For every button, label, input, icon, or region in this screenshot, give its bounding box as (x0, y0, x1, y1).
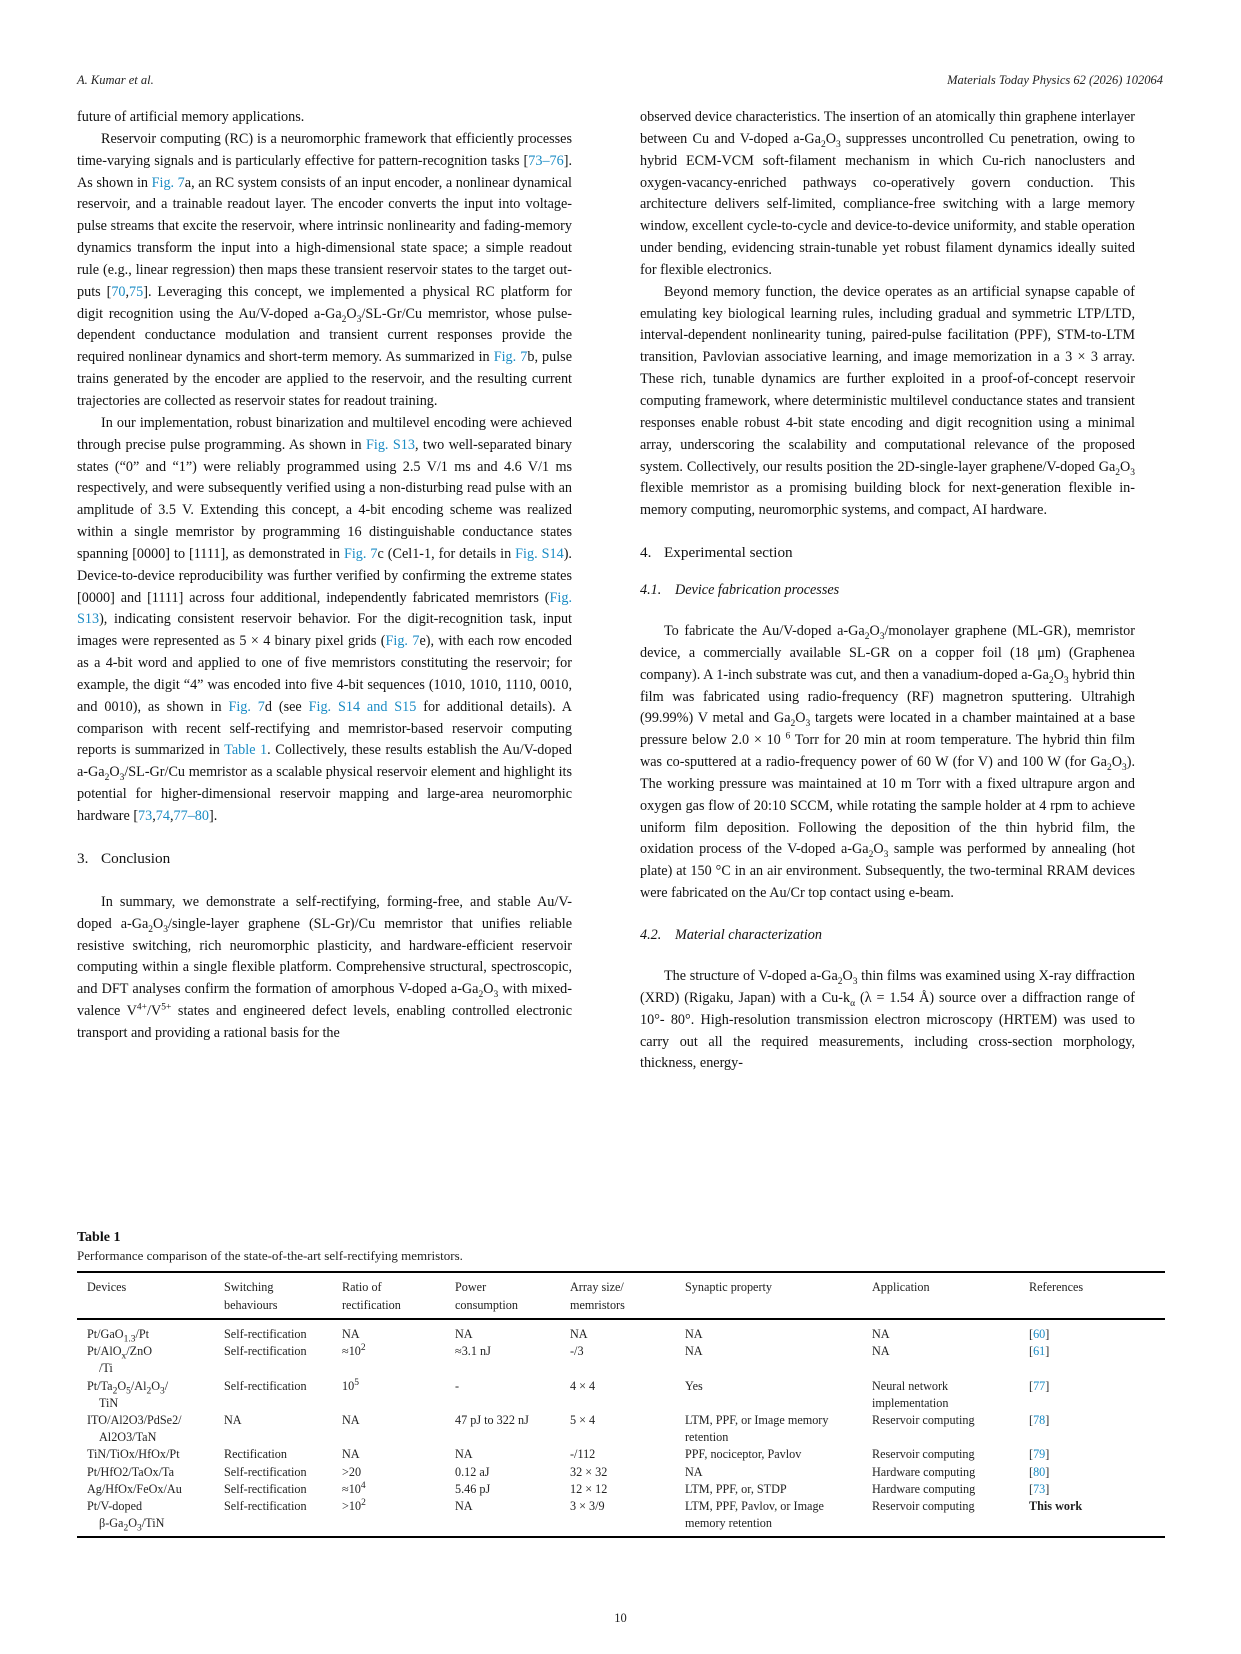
cell-application: NA (872, 1327, 890, 1341)
section-heading-conclusion (77, 850, 572, 868)
subscript: α (850, 998, 856, 1009)
subscript: 3 (356, 314, 362, 325)
reference-link[interactable]: 73 (1033, 1481, 1046, 1496)
this-work-label: This work (1029, 1499, 1083, 1514)
cell-switching: NA (224, 1413, 242, 1428)
section-number: 4. (640, 544, 652, 562)
superscript: 5 (354, 1377, 359, 1388)
left-column (77, 107, 572, 1045)
superscript: 4 (360, 1480, 366, 1491)
table-caption: Performance comparison of the state-of-the-art self-rectifying memristors. (77, 1248, 463, 1263)
cell-array-size: -/3 (570, 1344, 584, 1359)
cell-synaptic-property: Yes (685, 1378, 703, 1393)
reference-link[interactable]: Fig. S13 (365, 436, 415, 453)
column-header: Devices (77, 1272, 214, 1319)
subscript: 3 (835, 139, 841, 150)
cell-rectification-ratio: $\approx 10^2$ (342, 1343, 366, 1359)
body-paragraph: In summary, we demonstrate a self-rectifying, forming-free, and stable Au/V-doped $a-Ga_2O_3/single$-layer graphene (SL-Gr)/Cu memristor that unifies reliable resistive switching, rich neuromorphic plasticity, and hardware-efficient reservoir computing within a single flexible platform. Comprehensive structural, spectroscopic, and DFT analyses confirm the formation of amorphous V-doped $a-Ga_2O_3$ with mixed-valence $V^{4+}/V^{5+}$ states and engineered defect levels, enabling controlled electronic transport and providing a rational basis for the (77, 893, 572, 1041)
cell-array-size: -/112 (570, 1447, 596, 1462)
page-number: 10 (614, 1611, 627, 1625)
subscript: 2 (864, 631, 870, 642)
subscript: 3 (137, 1523, 142, 1534)
section-heading-experimental (640, 544, 1135, 562)
cell-reference: [77] (1029, 1378, 1050, 1393)
subscript: x (121, 1351, 127, 1362)
cell-switching: Self-rectification (224, 1378, 307, 1393)
cell-application: Reservoir computing (862, 1498, 1019, 1537)
cell-device: Pt/V-doped $\beta-Ga_2O_3$/TiN (77, 1498, 214, 1537)
reference-link[interactable]: 80 (1033, 1464, 1046, 1479)
cell-switching: Self-rectification (224, 1327, 307, 1341)
reference-link[interactable]: Fig. 7 (385, 633, 420, 650)
body-paragraph: observed device characteristics. The insertion of an atomically thin graphene interlayer between Cu and V-doped $a-Ga_2O_3$ suppresses uncontrolled Cu penetration, owing to hybrid ECM-VCM soft-filament mechanism in which Cu-rich nanoclusters and oxygen-vacancy-enriched pathways co-operatively govern conduction. This architecture delivers self-limited, compliance-free switching with a large memory window, excellent cycle-to-cycle and device-to-device uniformity, and stable operation under bending, evidencing strain-tunable yet robust filament dynamics ideally suited for flexible electronics. (640, 109, 1135, 278)
reference-link[interactable]: Fig. S14 and S15 (308, 698, 417, 715)
subscript: 3 (1063, 675, 1069, 686)
cell-synaptic-property: PPF, nociceptor, Pavlov (685, 1447, 802, 1462)
reference-link[interactable]: 78 (1033, 1413, 1046, 1428)
cell-application: Hardware computing (872, 1464, 976, 1479)
subscript: 3 (119, 773, 125, 784)
subscript: 3 (852, 976, 858, 987)
cell-rectification-ratio: $\approx 10^4$ (342, 1480, 366, 1496)
superscript: 2 (361, 1497, 366, 1508)
subscript: 3 (493, 990, 499, 1001)
superscript: 2 (360, 1343, 366, 1354)
right-paragraphs (640, 107, 1135, 522)
column-header: Array size/ memristors (560, 1272, 675, 1319)
cell-power: ≈3.1 nJ (455, 1344, 491, 1359)
left-paragraphs (77, 107, 572, 828)
cell-device: Pt/AlO$_x$/ZnO /Ti (87, 1344, 153, 1376)
subscript: 1.3 (123, 1334, 136, 1345)
cell-synaptic-property: LTM, PPF, or Image memory retention (685, 1413, 829, 1445)
cell-array-size: NA (570, 1327, 588, 1341)
section-title: Experimental section (664, 544, 793, 562)
reference-link[interactable]: Fig. 7 (493, 349, 528, 366)
column-header: Ratio of rectification (332, 1272, 445, 1319)
column-header: References (1019, 1272, 1165, 1319)
cell-power: NA (455, 1447, 473, 1462)
section-number: 3. (77, 849, 89, 867)
table-row (77, 1412, 1165, 1446)
cell-device: Pt/GaO$_{1.3}$/Pt (87, 1327, 149, 1345)
subscript: 3 (805, 719, 811, 730)
cell-array-size: 3 × 3/9 (560, 1498, 675, 1537)
subscript: 2 (837, 976, 843, 987)
subscript: 2 (1106, 762, 1112, 773)
table-row (77, 1446, 1165, 1463)
cell-reference: [73] (1029, 1481, 1050, 1496)
cell-rectification-ratio: $10^5$ (342, 1377, 359, 1393)
cell-device: $Pt/Ta_2O_5/Al_2O_3/$ TiN (87, 1378, 169, 1410)
cell-reference (1019, 1498, 1165, 1537)
subsection-title: Device fabrication processes (675, 582, 840, 599)
subscript: 2 (790, 719, 796, 730)
reference-link[interactable]: 74 (155, 808, 170, 824)
characterization-paragraph (640, 966, 1135, 1075)
subscript: 2 (341, 314, 347, 325)
body-paragraph: To fabricate the Au/V-doped $a-Ga_2O_3$/monolayer graphene (ML-GR), memristor device, a commercially available SL-GR on a copper foil (18 μm) (Graphenea company). A 1-inch substrate was cut, and then a vanadium-doped $a-Ga_2O_3$ hybrid thin film was fabricated using radio-frequency (RF) magnetron sputtering. Ultrahigh (99.99%) V metal and $Ga_2O_3$ targets were located in a chamber maintained at a base pressure below 2.0 × 10 $^6$ Torr for 20 min at room temperature. The hybrid thin film was co-sputtered at a radio-frequency power of 60 W (for V) and 100 W (for $Ga_2O_3$). The working pressure was maintained at 10 m Torr with a fixed ultrapure argon and oxygen gas flow of 20:10 SCCM, while rotating the sample holder at 4 rpm to achieve uniform film deposition. Following the deposition of the thin hybrid film, the oxidation process of the V-doped $a-Ga_2O_3$ sample was performed by annealing (hot plate) at 150 °C in an air environment. Subsequently, the two-terminal RRAM devices were fabricated on the Au/Cr top contact using e-beam. (640, 623, 1136, 902)
cell-application: Reservoir computing (872, 1447, 975, 1462)
superscript: 4+ (136, 1002, 148, 1013)
table-row (77, 1498, 1165, 1537)
cell-synaptic-property: LTM, PPF, Pavlov, or Image memory retention (675, 1498, 862, 1537)
cell-reference: [78] (1029, 1413, 1050, 1428)
right-column (640, 107, 1135, 1075)
fabrication-paragraph (640, 621, 1135, 905)
cell-reference: [80] (1029, 1464, 1050, 1479)
cell-switching: Self-rectification (224, 1481, 307, 1496)
column-header: Application (862, 1272, 1019, 1319)
cell-switching: Self-rectification (224, 1464, 307, 1479)
subscript: 2 (112, 1386, 118, 1397)
cell-application: Hardware computing (872, 1481, 976, 1496)
subscript: 3 (879, 631, 885, 642)
body-paragraph: future of artificial memory applications. (77, 109, 305, 125)
section-title: Conclusion (101, 849, 171, 867)
reference-link[interactable]: Fig. S14 (515, 545, 564, 562)
subsection-title: Material characterization (675, 927, 822, 943)
cell-device: TiN/TiOx/HfOx/Pt (87, 1447, 180, 1462)
column-header: Switching behaviours (214, 1272, 332, 1319)
reference-link[interactable]: 75 (129, 283, 144, 300)
cell-array-size: 12 × 12 (570, 1481, 608, 1496)
reference-link[interactable]: 60 (1033, 1327, 1046, 1341)
table-header-row (77, 1272, 1165, 1319)
body-paragraph: In our implementation, robust binarization and multilevel encoding were achieved through precise pulse programming. As shown in Fig. S13, two well-separated binary states (“0” and “1”) were reliably programmed using 2.5 V/1 ms and 4.6 V/1 ms respectively, and were subsequently verified using a non-disturbing read pulse with an amplitude of 3.5 V. Extending this concept, a 4-bit encoding scheme was realized within a single memristor by programming 16 distinguishable conductance states spanning [0000] to [1111], as demonstrated in Fig. 7c (Cel1-1, for details in Fig. S14). Device-to-device reproducibility was further verified by confirming the extreme states [0000] and [1111] across four additional, independently fabricated memristors (Fig. S13), indicating consistent reservoir behavior. For the digit-recognition task, input images were represented as 5 × 4 binary pixel grids (Fig. 7e), with each row encoded as a 4-bit word and applied to one of five memristors constituting the reservoir; for example, the digit “4” was encoded into five 4-bit sequences (1010, 1010, 1110, 0010, and 0010), as shown in Fig. 7d (see Fig. S14 and S15 for additional details). A comparison with recent self-rectifying and memristor-based reservoir computing reports is summarized in Table 1. Collectively, these results establish the Au/V-doped $a-Ga_2O_3/SL-Gr/Cu$ memristor as a scalable physical reservoir element and highlight its potential for higher-dimensional reservoir mapping and large-area neuromorphic hardware [73,74,77–80]. (77, 414, 572, 824)
subscript: 3 (163, 924, 169, 935)
column-header: Synaptic property (675, 1272, 862, 1319)
conclusion-paragraph (77, 892, 572, 1045)
reference-link[interactable]: Fig. 7 (228, 698, 265, 715)
cell-device: ITO/Al2O3/PdSe2/ Al2O3/TaN (87, 1413, 182, 1445)
cell-synaptic-property: NA (685, 1327, 703, 1341)
cell-synaptic-property: NA (685, 1464, 703, 1479)
reference-link[interactable]: Fig. 7 (343, 545, 378, 562)
reference-link[interactable]: 79 (1033, 1447, 1046, 1462)
subscript: 2 (478, 990, 484, 1001)
reference-link[interactable]: Fig. 7 (151, 174, 185, 191)
cell-rectification-ratio: NA (342, 1447, 360, 1462)
cell-array-size: 5 × 4 (570, 1413, 596, 1428)
table-row (77, 1378, 1165, 1412)
subsection-number: 4.2. (640, 927, 662, 943)
table-row (77, 1464, 1165, 1481)
superscript: 6 (785, 731, 791, 742)
superscript: 5+ (161, 1002, 172, 1013)
cell-device: Ag/HfOx/FeOx/Au (87, 1481, 182, 1496)
cell-power: NA (445, 1498, 560, 1537)
cell-reference: [79] (1029, 1447, 1050, 1462)
cell-reference: [60] (1029, 1327, 1050, 1341)
cell-device: Pt/HfO2/TaOx/Ta (87, 1464, 174, 1479)
running-head-journal: Materials Today Physics 62 (2026) 102064 (947, 73, 1163, 87)
running-head-authors: A. Kumar et al. (77, 73, 154, 87)
cell-synaptic-property: NA (685, 1344, 703, 1359)
table-1 (77, 1230, 1165, 1538)
subscript: 2 (148, 924, 154, 935)
column-header: Power consumption (445, 1272, 560, 1319)
table-row (77, 1319, 1165, 1343)
body-paragraph: The structure of V-doped $a-Ga_2O_3$ thin films was examined using X-ray diffraction (XRD) (Rigaku, Japan) with a $Cu-k_\alpha$ (λ = 1.54 Å) source over a diffraction range of 10°- 80°. High-resolution transmission electron microscopy (HRTEM) was used to carry out all the required measurements, including cross-section morphology, thickness, energy- (640, 968, 1135, 1072)
cell-application: Reservoir computing (872, 1413, 975, 1428)
cell-switching: Rectification (224, 1447, 287, 1462)
table-row (77, 1343, 1165, 1377)
reference-link[interactable]: Table 1 (224, 742, 268, 759)
reference-link[interactable]: 73–76 (528, 152, 564, 169)
cell-rectification-ratio: >20 (342, 1464, 362, 1479)
cell-power: 47 pJ to 322 nJ (455, 1413, 529, 1428)
cell-power: 0.12 aJ (455, 1464, 490, 1479)
reference-link[interactable]: 77 (1033, 1378, 1046, 1393)
table-row (77, 1481, 1165, 1498)
cell-application: NA (872, 1344, 890, 1359)
reference-link[interactable]: 77–80 (173, 808, 209, 824)
reference-link[interactable]: Fig. S13 (77, 589, 572, 628)
cell-rectification-ratio: $>10^2$ (332, 1498, 445, 1537)
table-body (77, 1319, 1165, 1537)
cell-switching: Self-rectification (214, 1498, 332, 1537)
cell-power: - (455, 1378, 460, 1393)
cell-power: 5.46 pJ (455, 1481, 491, 1496)
subscript: 3 (1130, 467, 1135, 478)
subscript: 2 (1048, 675, 1054, 686)
subscript: 3 (160, 1386, 165, 1397)
reference-link[interactable]: 70 (111, 283, 126, 300)
subscript: 2 (820, 139, 826, 150)
body-paragraph: Beyond memory function, the device operates as an artificial synapse capable of emulating key biological learning rules, including gradual and symmetric LTP/LTD, interval-dependent nonlinearity tuning, paired-pulse facilitation (PPF), STM-to-LTM transition, Pavlovian associative learning, and image memorization in a 3 × 3 array. These rich, tunable dynamics are further exploited in a proof-of-concept reservoir computing framework, where deterministic multilevel conductance states and transient responses enable robust 4-bit state encoding and digit recognition using a minimal array, underscoring the scalability and computational relevance of the proposed system. Collectively, our results position the 2D-single-layer graphene/V-doped $Ga_2O_3$ flexible memristor as a promising building block for next-generation flexible in-memory computing, neuromorphic systems, and compact, AI hardware. (640, 283, 1135, 519)
cell-application: Neural network implementation (872, 1378, 949, 1410)
cell-reference: [61] (1029, 1344, 1050, 1359)
subscript: 2 (1115, 467, 1120, 478)
subscript: 2 (123, 1523, 129, 1534)
reference-link[interactable]: 73 (138, 808, 153, 824)
subscript: 2 (868, 850, 874, 861)
subscript: 3 (883, 850, 889, 861)
subsection-heading-characterization (640, 927, 1135, 944)
subscript: 2 (146, 1386, 152, 1397)
cell-power: NA (455, 1327, 473, 1341)
subsection-heading-fabrication (640, 582, 1135, 599)
comparison-table (77, 1271, 1165, 1538)
table-label: Table 1 (77, 1230, 121, 1245)
cell-rectification-ratio: NA (342, 1327, 360, 1341)
subscript: 5 (126, 1386, 131, 1397)
cell-array-size: 4 × 4 (570, 1378, 596, 1393)
cell-rectification-ratio: NA (342, 1413, 360, 1428)
reference-link[interactable]: 61 (1033, 1344, 1046, 1359)
cell-switching: Self-rectification (224, 1344, 307, 1359)
cell-synaptic-property: LTM, PPF, or, STDP (685, 1481, 787, 1496)
body-paragraph: Reservoir computing (RC) is a neuromorphic framework that efficiently processes time-varying signals and is particularly effective for pattern-recognition tasks [73–76]. As shown in Fig. 7a, an RC system consists of an input encoder, a nonlinear dynamical reservoir, and a trainable readout layer. The encoder converts the input into voltage-pulse streams that excite the reservoir, where intrinsic nonlinearity and fading-memory dynamics transform the input into a high-dimensional state space; a simple readout rule (e.g., linear regression) then maps these transient reservoir states to the target outputs [70,75]. Leveraging this concept, we implemented a physical RC platform for digit recognition using the Au/V-doped $a-Ga_2O_3/SL-Gr/Cu$ memristor, whose pulse-dependent conductance modulation and transient current responses provide the required nonlinear dynamics and short-term memory. As summarized in Fig. 7b, pulse trains generated by the encoder are applied to the reservoir, and the resulting current trajectories are collected as reservoir states for readout training. (77, 130, 573, 409)
subsection-number: 4.1. (640, 582, 662, 599)
subscript: 2 (104, 773, 110, 784)
subscript: 3 (1121, 762, 1127, 773)
cell-array-size: 32 × 32 (570, 1464, 608, 1479)
